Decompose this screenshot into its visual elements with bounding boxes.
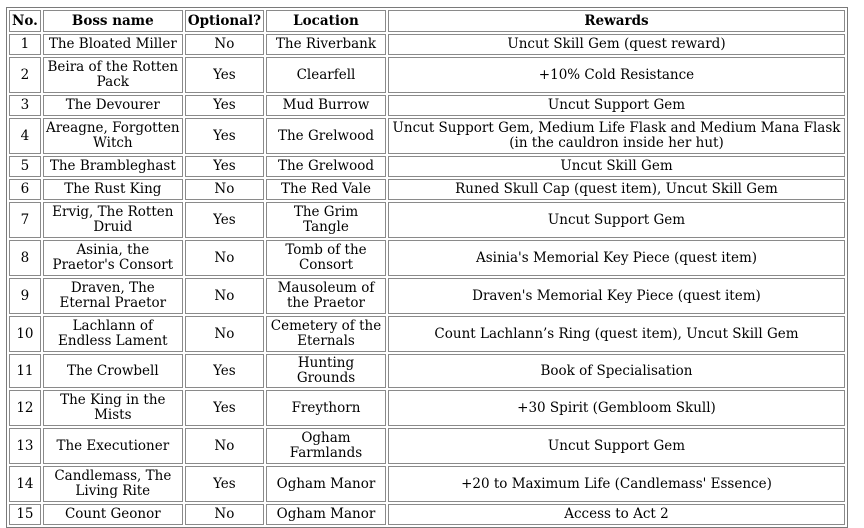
header-optional: Optional? bbox=[185, 10, 264, 32]
table-row bbox=[9, 316, 845, 352]
cell-optional: No bbox=[185, 240, 264, 276]
cell-number: 14 bbox=[9, 466, 41, 502]
cell-rewards: Uncut Support Gem bbox=[388, 95, 845, 116]
cell-rewards: +20 to Maximum Life (Candlemass' Essence) bbox=[388, 466, 845, 502]
table-row bbox=[9, 118, 845, 154]
cell-rewards: Uncut Skill Gem (quest reward) bbox=[388, 34, 845, 55]
cell-optional: Yes bbox=[185, 202, 264, 238]
cell-location: The Grim Tangle bbox=[266, 202, 386, 238]
header-boss-name: Boss name bbox=[43, 10, 183, 32]
cell-boss-name: Lachlann of Endless Lament bbox=[43, 316, 183, 352]
cell-optional: Yes bbox=[185, 466, 264, 502]
header-rewards: Rewards bbox=[388, 10, 845, 32]
cell-optional: No bbox=[185, 278, 264, 314]
cell-rewards: +30 Spirit (Gembloom Skull) bbox=[388, 390, 845, 426]
table-row bbox=[9, 240, 845, 276]
cell-optional: No bbox=[185, 179, 264, 200]
cell-boss-name: The Brambleghast bbox=[43, 156, 183, 177]
cell-rewards: Count Lachlann’s Ring (quest item), Uncut Skill Gem bbox=[388, 316, 845, 352]
header-number: No. bbox=[9, 10, 41, 32]
cell-rewards: Access to Act 2 bbox=[388, 504, 845, 525]
cell-rewards: Book of Specialisation bbox=[388, 354, 845, 388]
cell-boss-name: The Bloated Miller bbox=[43, 34, 183, 55]
cell-optional: No bbox=[185, 428, 264, 464]
cell-number: 3 bbox=[9, 95, 41, 116]
cell-rewards: Asinia's Memorial Key Piece (quest item) bbox=[388, 240, 845, 276]
boss-table bbox=[6, 7, 848, 528]
cell-optional: No bbox=[185, 34, 264, 55]
cell-optional: Yes bbox=[185, 390, 264, 426]
cell-number: 6 bbox=[9, 179, 41, 200]
cell-location: Hunting Grounds bbox=[266, 354, 386, 388]
cell-rewards: Uncut Support Gem bbox=[388, 428, 845, 464]
cell-number: 5 bbox=[9, 156, 41, 177]
header-row bbox=[9, 10, 845, 32]
table-row bbox=[9, 156, 845, 177]
cell-boss-name: Asinia, the Praetor's Consort bbox=[43, 240, 183, 276]
cell-boss-name: Ervig, The Rotten Druid bbox=[43, 202, 183, 238]
table-row bbox=[9, 34, 845, 55]
cell-location: Ogham Manor bbox=[266, 466, 386, 502]
cell-number: 8 bbox=[9, 240, 41, 276]
cell-boss-name: The Rust King bbox=[43, 179, 183, 200]
cell-rewards: Uncut Support Gem bbox=[388, 202, 845, 238]
cell-rewards: Uncut Support Gem, Medium Life Flask and Medium Mana Flask (in the cauldron inside her hut) bbox=[388, 118, 845, 154]
cell-location: The Riverbank bbox=[266, 34, 386, 55]
cell-location: Mausoleum of the Praetor bbox=[266, 278, 386, 314]
cell-rewards: +10% Cold Resistance bbox=[388, 57, 845, 93]
cell-location: Freythorn bbox=[266, 390, 386, 426]
cell-optional: Yes bbox=[185, 95, 264, 116]
table-row bbox=[9, 179, 845, 200]
cell-rewards: Uncut Skill Gem bbox=[388, 156, 845, 177]
boss-table-container bbox=[6, 7, 848, 528]
cell-location: The Grelwood bbox=[266, 156, 386, 177]
cell-number: 7 bbox=[9, 202, 41, 238]
cell-boss-name: The Devourer bbox=[43, 95, 183, 116]
table-row bbox=[9, 202, 845, 238]
cell-location: Ogham Manor bbox=[266, 504, 386, 525]
cell-boss-name: Draven, The Eternal Praetor bbox=[43, 278, 183, 314]
cell-boss-name: Beira of the Rotten Pack bbox=[43, 57, 183, 93]
cell-boss-name: Candlemass, The Living Rite bbox=[43, 466, 183, 502]
cell-number: 1 bbox=[9, 34, 41, 55]
table-row bbox=[9, 504, 845, 525]
cell-number: 13 bbox=[9, 428, 41, 464]
cell-location: Tomb of the Consort bbox=[266, 240, 386, 276]
cell-location: The Red Vale bbox=[266, 179, 386, 200]
cell-optional: No bbox=[185, 316, 264, 352]
cell-boss-name: Areagne, Forgotten Witch bbox=[43, 118, 183, 154]
cell-location: Mud Burrow bbox=[266, 95, 386, 116]
cell-boss-name: The Executioner bbox=[43, 428, 183, 464]
cell-number: 2 bbox=[9, 57, 41, 93]
table-row bbox=[9, 95, 845, 116]
cell-rewards: Runed Skull Cap (quest item), Uncut Skill Gem bbox=[388, 179, 845, 200]
table-body bbox=[9, 34, 845, 525]
cell-optional: Yes bbox=[185, 118, 264, 154]
cell-rewards: Draven's Memorial Key Piece (quest item) bbox=[388, 278, 845, 314]
cell-optional: Yes bbox=[185, 156, 264, 177]
cell-boss-name: The Crowbell bbox=[43, 354, 183, 388]
cell-number: 4 bbox=[9, 118, 41, 154]
table-row bbox=[9, 390, 845, 426]
cell-optional: No bbox=[185, 504, 264, 525]
cell-location: The Grelwood bbox=[266, 118, 386, 154]
cell-number: 12 bbox=[9, 390, 41, 426]
cell-location: Clearfell bbox=[266, 57, 386, 93]
header-location: Location bbox=[266, 10, 386, 32]
cell-optional: Yes bbox=[185, 57, 264, 93]
table-row bbox=[9, 354, 845, 388]
cell-location: Cemetery of the Eternals bbox=[266, 316, 386, 352]
cell-number: 15 bbox=[9, 504, 41, 525]
cell-location: Ogham Farmlands bbox=[266, 428, 386, 464]
cell-boss-name: The King in the Mists bbox=[43, 390, 183, 426]
table-row bbox=[9, 57, 845, 93]
cell-number: 10 bbox=[9, 316, 41, 352]
cell-number: 11 bbox=[9, 354, 41, 388]
table-row bbox=[9, 428, 845, 464]
table-row bbox=[9, 278, 845, 314]
cell-optional: Yes bbox=[185, 354, 264, 388]
table-row bbox=[9, 466, 845, 502]
cell-boss-name: Count Geonor bbox=[43, 504, 183, 525]
cell-number: 9 bbox=[9, 278, 41, 314]
